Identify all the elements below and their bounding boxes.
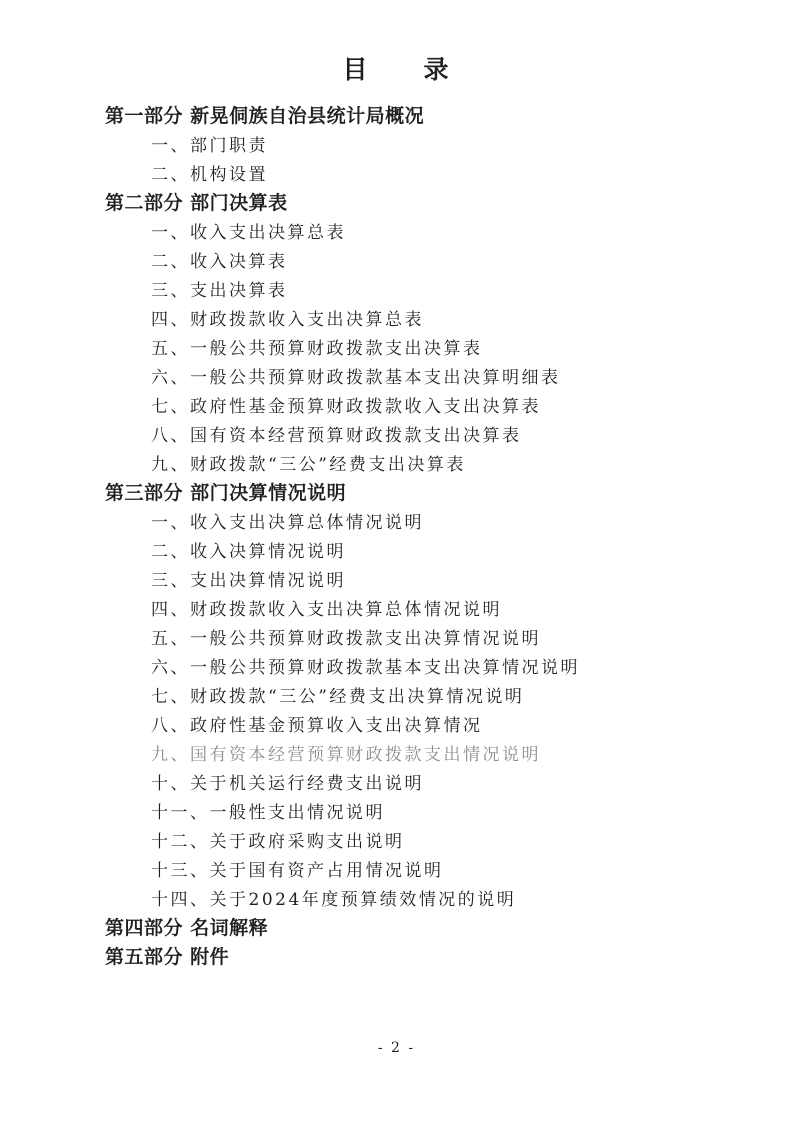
toc-item: 一、收入支出决算总表 <box>151 223 346 243</box>
page-title: 目 录 <box>342 55 451 84</box>
toc-item: 一、收入支出决算总体情况说明 <box>151 513 424 533</box>
toc-item: 十三、关于国有资产占用情况说明 <box>151 861 444 881</box>
toc-item: 十四、关于2024年度预算绩效情况的说明 <box>151 890 517 910</box>
toc-item: 四、财政拨款收入支出决算总表 <box>151 310 424 330</box>
toc-item: 三、支出决算情况说明 <box>151 571 346 591</box>
toc-item: 五、一般公共预算财政拨款支出决算情况说明 <box>151 629 541 649</box>
toc-section-heading-part4: 第四部分 名词解释 <box>105 917 269 939</box>
toc-item: 十一、一般性支出情况说明 <box>151 803 385 823</box>
toc-item: 九、财政拨款“三公”经费支出决算表 <box>151 455 466 475</box>
toc-item: 八、政府性基金预算收入支出决算情况 <box>151 716 483 736</box>
toc-section-heading-part3: 第三部分 部门决算情况说明 <box>105 482 347 504</box>
toc-item: 一、部门职责 <box>151 136 268 156</box>
toc-section-heading-part2: 第二部分 部门决算表 <box>105 192 288 214</box>
toc-item: 六、一般公共预算财政拨款基本支出决算明细表 <box>151 368 561 388</box>
toc-item: 四、财政拨款收入支出决算总体情况说明 <box>151 600 502 620</box>
toc-section-heading-part1: 第一部分 新晃侗族自治县统计局概况 <box>105 105 425 127</box>
toc-item: 二、收入决算情况说明 <box>151 542 346 562</box>
toc-item: 二、机构设置 <box>151 165 268 185</box>
toc-item: 十二、关于政府采购支出说明 <box>151 832 405 852</box>
toc-item: 八、国有资本经营预算财政拨款支出决算表 <box>151 426 522 446</box>
toc-item: 六、一般公共预算财政拨款基本支出决算情况说明 <box>151 658 580 678</box>
toc-item: 十、关于机关运行经费支出说明 <box>151 774 424 794</box>
toc-item: 七、政府性基金预算财政拨款收入支出决算表 <box>151 397 541 417</box>
table-of-contents <box>105 100 743 970</box>
page-number: - 2 - <box>377 1040 416 1056</box>
toc-item: 三、支出决算表 <box>151 281 288 301</box>
toc-item-muted: 九、国有资本经营预算财政拨款支出情况说明 <box>151 745 541 765</box>
toc-item: 二、收入决算表 <box>151 252 288 272</box>
toc-section-heading-part5: 第五部分 附件 <box>105 946 230 968</box>
toc-item: 五、一般公共预算财政拨款支出决算表 <box>151 339 483 359</box>
toc-item: 七、财政拨款“三公”经费支出决算情况说明 <box>151 687 525 707</box>
